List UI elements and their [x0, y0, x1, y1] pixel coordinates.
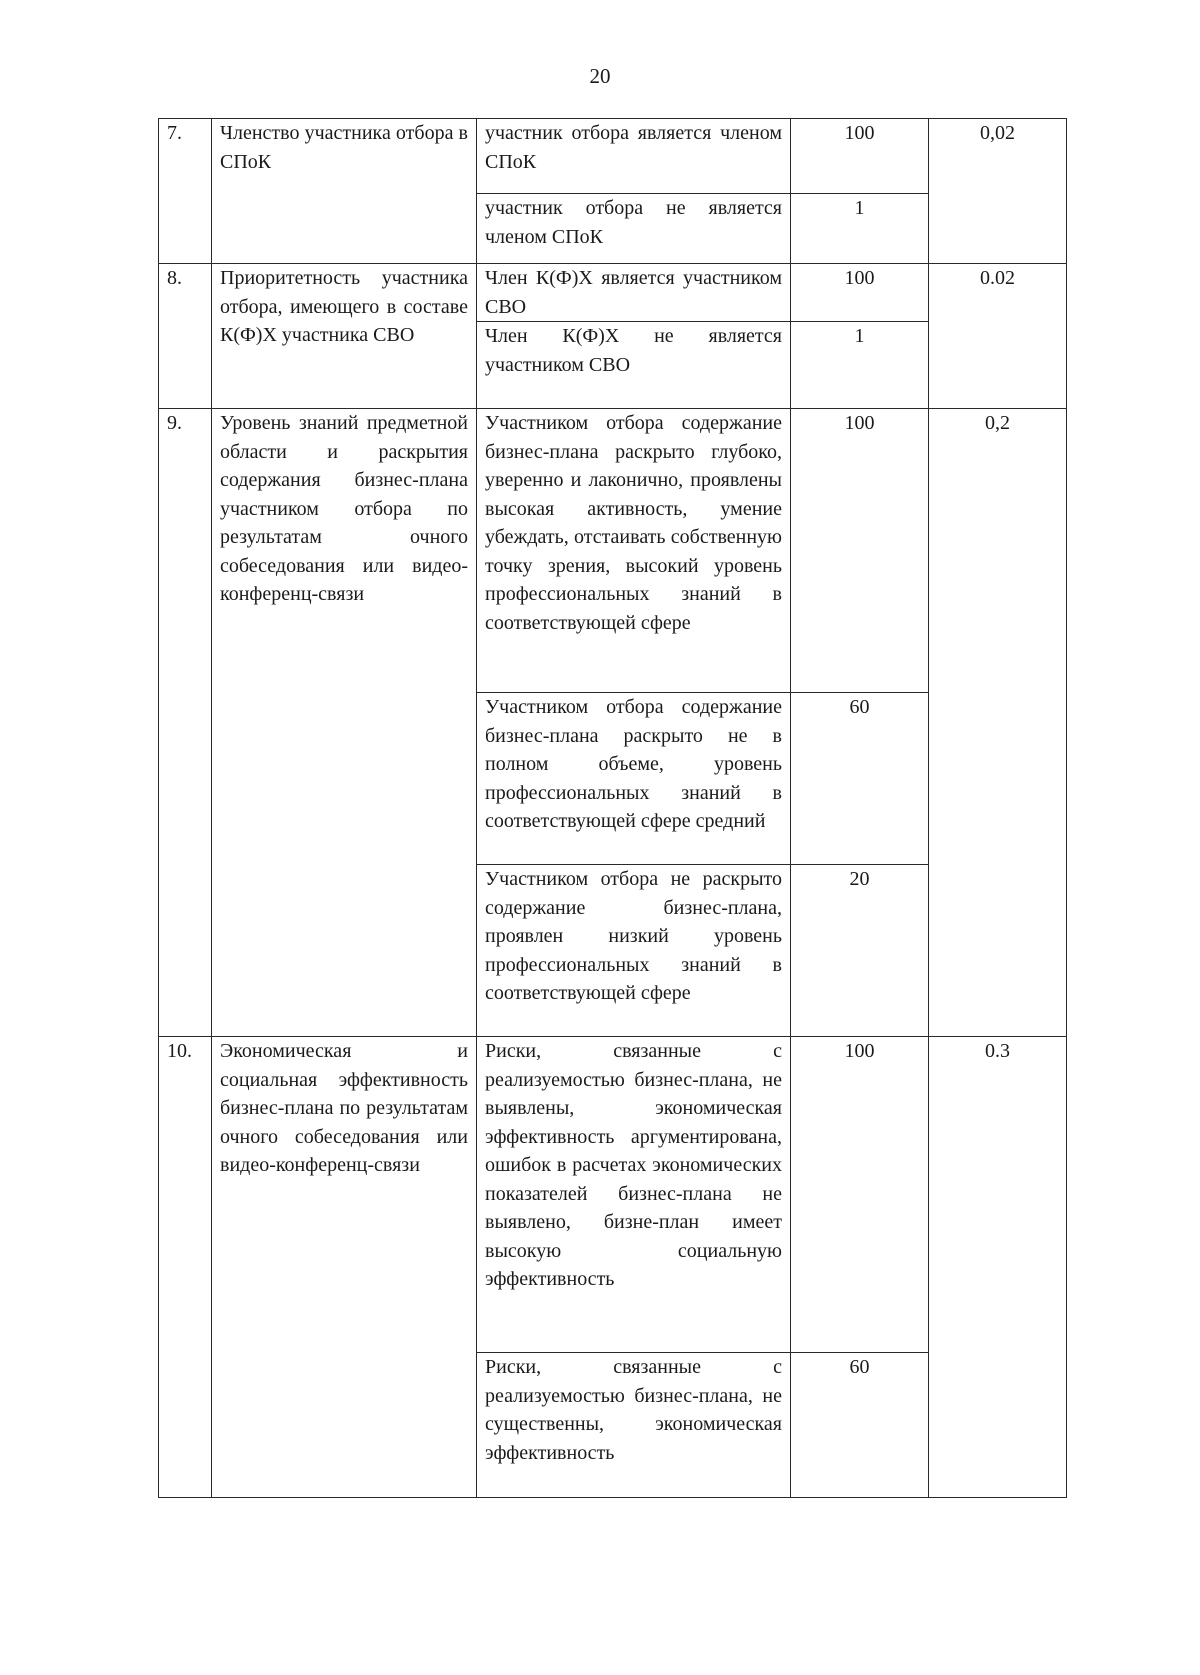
condition-cell: Член К(Ф)Х является участником СВО — [477, 264, 791, 322]
table-row — [159, 119, 1067, 194]
score-cell: 1 — [791, 322, 929, 409]
row-number: 7. — [159, 119, 212, 264]
criteria-table — [158, 118, 1067, 1498]
page-number: 20 — [589, 64, 611, 88]
score-cell: 100 — [791, 1037, 929, 1353]
row-number: 10. — [159, 1037, 212, 1498]
condition-cell: Риски, связанные с реализуемостью бизнес-плана, не существенны, экономическая эффективность — [477, 1353, 791, 1498]
score-cell: 60 — [791, 1353, 929, 1498]
score-cell: 1 — [791, 194, 929, 264]
condition-cell: участник отбора является членом СПоК — [477, 119, 791, 194]
weight-cell: 0,02 — [929, 119, 1067, 264]
row-number: 9. — [159, 409, 212, 1037]
criterion-cell: Экономическая и социальная эффективность бизнес-плана по результатам очного собеседования или видео-конференц-связи — [212, 1037, 477, 1498]
criterion-cell: Приоритетность участника отбора, имеющего в составе К(Ф)Х участника СВО — [212, 264, 477, 409]
score-cell: 100 — [791, 264, 929, 322]
condition-cell: участник отбора не является членом СПоК — [477, 194, 791, 264]
score-cell: 100 — [791, 409, 929, 693]
row-number: 8. — [159, 264, 212, 409]
score-cell: 100 — [791, 119, 929, 194]
criterion-cell: Уровень знаний предметной области и раскрытия содержания бизнес-плана участником отбора по результатам очного собеседования или видео-конференц-связи — [212, 409, 477, 1037]
condition-cell: Член К(Ф)Х не является участником СВО — [477, 322, 791, 409]
condition-cell: Участником отбора содержание бизнес-плана раскрыто не в полном объеме, уровень профессиональных знаний в соответствующей сфере средний — [477, 693, 791, 865]
score-cell: 60 — [791, 693, 929, 865]
score-cell: 20 — [791, 865, 929, 1037]
table-row — [159, 409, 1067, 693]
criterion-cell: Членство участника отбора в СПоК — [212, 119, 477, 264]
condition-cell: Риски, связанные с реализуемостью бизнес-плана, не выявлены, экономическая эффективность аргументирована, ошибок в расчетах экономических показателей бизнес-плана не выявлено, бизне-план имеет высокую социальную эффективность — [477, 1037, 791, 1353]
condition-cell: Участником отбора содержание бизнес-плана раскрыто глубоко, уверенно и лаконично, проявлены высокая активность, умение убеждать, отстаивать собственную точку зрения, высокий уровень профессиональных знаний в соответствующей сфере — [477, 409, 791, 693]
condition-cell: Участником отбора не раскрыто содержание бизнес-плана, проявлен низкий уровень профессиональных знаний в соответствующей сфере — [477, 865, 791, 1037]
weight-cell: 0,2 — [929, 409, 1067, 1037]
table-row — [159, 264, 1067, 322]
table-row — [159, 1037, 1067, 1353]
weight-cell: 0.3 — [929, 1037, 1067, 1498]
weight-cell: 0.02 — [929, 264, 1067, 409]
